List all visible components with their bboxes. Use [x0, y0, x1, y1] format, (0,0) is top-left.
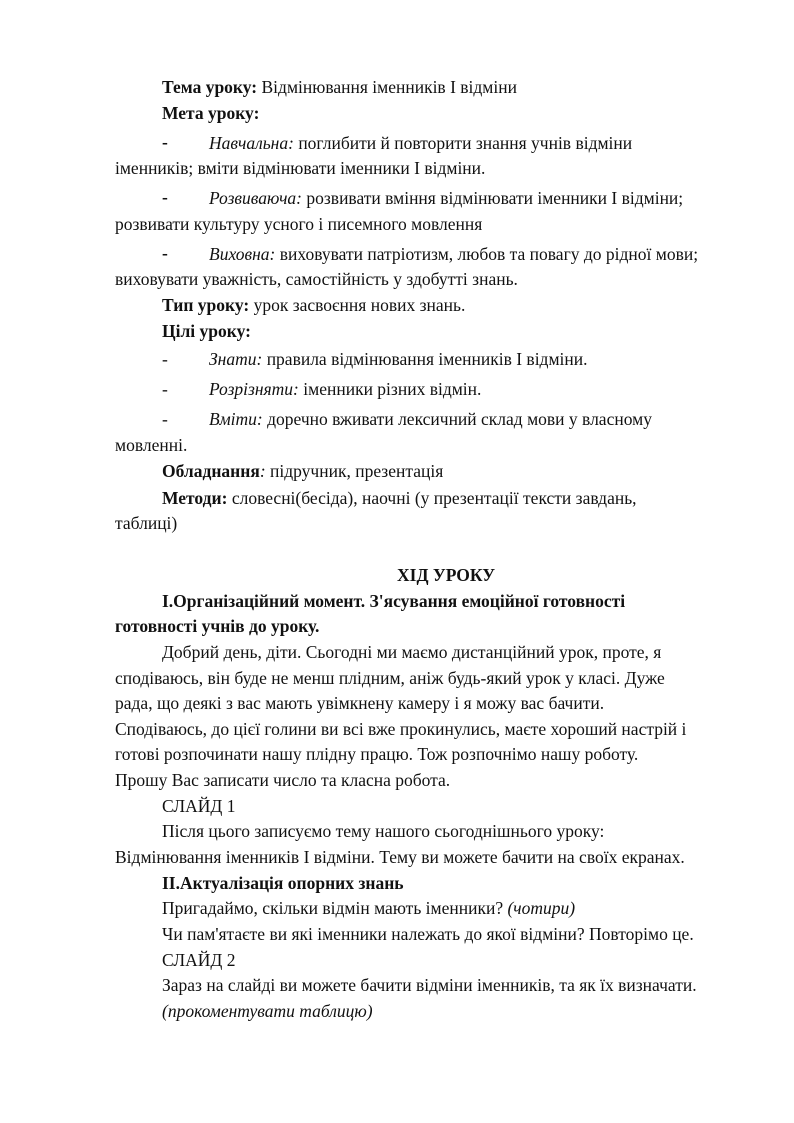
equipment-label: Обладнання — [162, 461, 260, 481]
section1-line-3: рада, що деякі з вас мають увімкнену камеру і я можу вас бачити. — [115, 693, 605, 713]
section2-s1: Зараз на слайді ви можете бачити відміни іменників, та як їх визначати. — [162, 975, 697, 995]
aim-3-name: Вміти: — [209, 409, 263, 429]
aim-1-name: Знати: — [209, 349, 263, 369]
section1-title-1: І.Організаційний момент. З'ясування емоційної готовності — [162, 591, 626, 611]
aim-2-name: Розрізняти: — [209, 379, 299, 399]
aim-1-line — [209, 348, 588, 370]
goal-1-text: поглибити й повторити знання учнів відміни — [293, 133, 633, 153]
goal-2-dash: - — [162, 187, 168, 207]
section2-title: ІІ.Актуалізація опорних знань — [162, 873, 404, 893]
lesson-type-label: Тип уроку: — [162, 295, 250, 315]
goal-3-line — [209, 243, 698, 265]
section1-line-5: готові розпочинати нашу плідну працю. Тож розпочнімо нашу роботу. — [115, 744, 639, 764]
section1-line-2: сподіваюсь, він буде не менш плідним, аніж будь-який урок у класі. Дуже — [115, 668, 665, 688]
aim-3-text: доречно вживати лексичний склад мови у власному — [262, 409, 652, 429]
topic-value: Відмінювання іменників І відміни — [257, 77, 517, 97]
section1-title-2: готовності учнів до уроку. — [115, 616, 320, 636]
goal-1-dash: - — [162, 132, 168, 152]
methods-value: словесні(бесіда), наочні (у презентації тексти завдань, — [227, 488, 637, 508]
equipment-value: підручник, презентація — [265, 461, 444, 481]
topic-line — [162, 76, 517, 98]
section1-line-4: Сподіваюсь, до цієї голини ви всі вже прокинулись, маєте хороший настрій і — [115, 719, 687, 739]
equipment-colon: : — [259, 461, 266, 481]
section1-line-6: Прошу Вас записати число та класна робота. — [115, 770, 451, 790]
goal-2-text: розвивати вміння відмінювати іменники І відміни; — [302, 188, 684, 208]
goal-3-cont: виховувати уважність, самостійність у здобутті знань. — [115, 269, 518, 289]
section2-q1-line — [162, 897, 575, 919]
goal-3-name: Виховна: — [209, 244, 276, 264]
goal-2-cont: розвивати культуру усного і писемного мовлення — [115, 214, 483, 234]
goal-1-name: Навчальна: — [209, 133, 294, 153]
topic-label: Тема уроку: — [162, 77, 258, 97]
section2-q1-answer: (чотири) — [507, 898, 576, 918]
lesson-type-line — [162, 294, 465, 316]
aim-1-text: правила відмінювання іменників І відміни. — [262, 349, 588, 369]
aims-cont: мовленні. — [115, 435, 188, 455]
section1-line-1: Добрий день, діти. Сьогодні ми маємо дистанційний урок, проте, я — [162, 642, 662, 662]
section1-after-2: Відмінювання іменників І відміни. Тему ви можете бачити на своїх екранах. — [115, 847, 685, 867]
methods-cont: таблиці) — [115, 513, 178, 533]
methods-line — [162, 487, 637, 509]
aim-3-dash: - — [162, 409, 168, 429]
equipment-line — [162, 460, 443, 482]
aims-label: Цілі уроку: — [162, 321, 251, 341]
lesson-heading: ХІД УРОКУ — [397, 565, 496, 585]
section2-s2: (прокоментувати таблицю) — [162, 1001, 373, 1021]
slide-1-label: СЛАЙД 1 — [162, 796, 236, 816]
goal-3-text: виховувати патріотизм, любов та повагу до рідної мови; — [275, 244, 699, 264]
aim-2-line — [209, 378, 481, 400]
section1-after-1: Після цього записуємо тему нашого сьогоднішнього уроку: — [162, 821, 605, 841]
aim-2-dash: - — [162, 379, 168, 399]
methods-label: Методи: — [162, 488, 228, 508]
lesson-type-value: урок засвоєння нових знань. — [249, 295, 466, 315]
section2-q1: Пригадаймо, скільки відмін мають іменники? — [162, 898, 508, 918]
goal-2-line — [209, 187, 683, 209]
goal-2-name: Розвиваюча: — [209, 188, 303, 208]
goal-1-cont: іменників; вміти відмінювати іменники І відміни. — [115, 158, 486, 178]
aim-2-text: іменники різних відмін. — [298, 379, 482, 399]
slide-2-label: СЛАЙД 2 — [162, 950, 236, 970]
aim-1-dash: - — [162, 349, 168, 369]
section2-q2: Чи пам'ятаєте ви які іменники належать до якої відміни? Повторімо це. — [162, 924, 694, 944]
aim-3-line — [209, 408, 652, 430]
goal-1-line — [209, 132, 632, 154]
goal-3-dash: - — [162, 243, 168, 263]
goal-label: Мета уроку: — [162, 103, 260, 123]
